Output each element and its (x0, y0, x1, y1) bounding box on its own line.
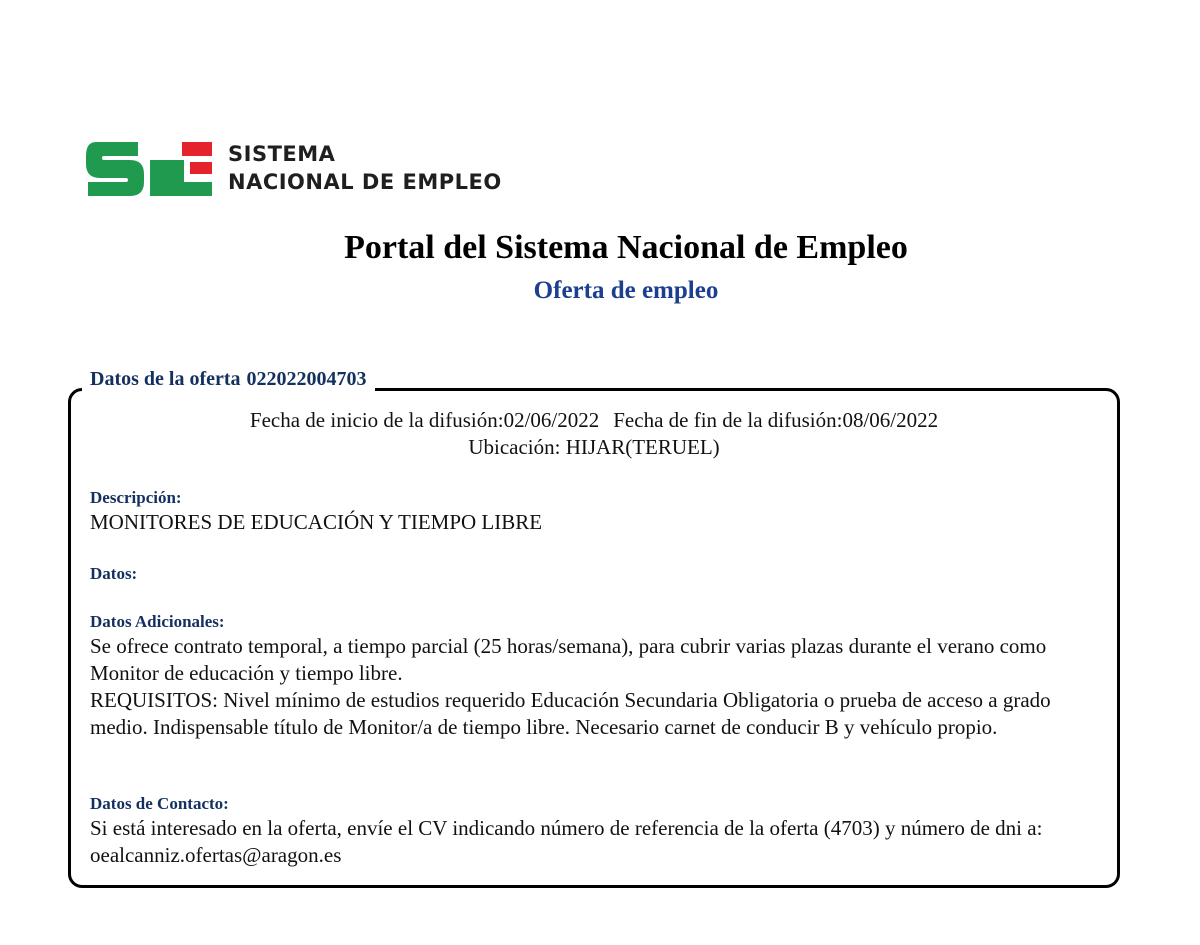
description-text: MONITORES DE EDUCACIÓN Y TIEMPO LIBRE (90, 510, 543, 534)
offer-title: Oferta de empleo (533, 277, 719, 304)
additional-data-text (90, 633, 1100, 741)
location-label: Ubicación: (468, 435, 561, 459)
sne-logo (86, 138, 546, 202)
data-section (90, 563, 1100, 585)
location-value: HIJAR(TERUEL) (565, 435, 720, 459)
additional-data-label: Datos Adicionales: (90, 612, 225, 631)
contact-text: Si está interesado en la oferta, envíe el CV indicando número de referencia de la oferta (4703) y número de dni a: oealcanniz.ofertas@aragon.es (90, 816, 1043, 867)
logo-red-bar (182, 142, 212, 156)
additional-data-paragraph-1: Se ofrece contrato temporal, a tiempo parcial (25 horas/semana), para cubrir varias plazas durante el verano como Monitor de educación y tiempo libre. (90, 634, 1047, 685)
start-date-label: Fecha de inicio de la difusión: (249, 408, 504, 432)
logo-letter-n (150, 160, 172, 196)
contact-label: Datos de Contacto: (90, 794, 229, 813)
offer-legend (82, 366, 375, 392)
logo-wordmark (228, 140, 502, 196)
dissemination-dates (68, 407, 1120, 434)
sne-logo-mark (86, 138, 214, 198)
end-date-label: Fecha de fin de la difusión: (613, 408, 843, 432)
location-line (68, 434, 1120, 461)
logo-letter-s (86, 142, 144, 196)
data-label: Datos: (90, 564, 138, 583)
offer-legend-label: Datos de la oferta (90, 368, 241, 390)
description-section (90, 487, 1100, 536)
offer-number: 022022004703 (246, 368, 367, 390)
contact-section (90, 793, 1100, 869)
logo-line-1: SISTEMA (228, 142, 336, 166)
end-date: 08/06/2022 (842, 408, 939, 432)
portal-title: Portal del Sistema Nacional de Empleo (344, 229, 908, 266)
logo-line-2: NACIONAL DE EMPLEO (228, 170, 502, 194)
additional-data-paragraph-2: REQUISITOS: Nivel mínimo de estudios requerido Educación Secundaria Obligatoria o prueba de acceso a grado medio. Indispensable título de Monitor/a de tiempo libre. Necesario carnet de conducir B y vehículo propio. (90, 688, 1051, 739)
description-label: Descripción: (90, 488, 182, 507)
start-date: 02/06/2022 (503, 408, 600, 432)
additional-data-section (90, 611, 1100, 741)
logo-red-bar-2 (190, 162, 212, 174)
